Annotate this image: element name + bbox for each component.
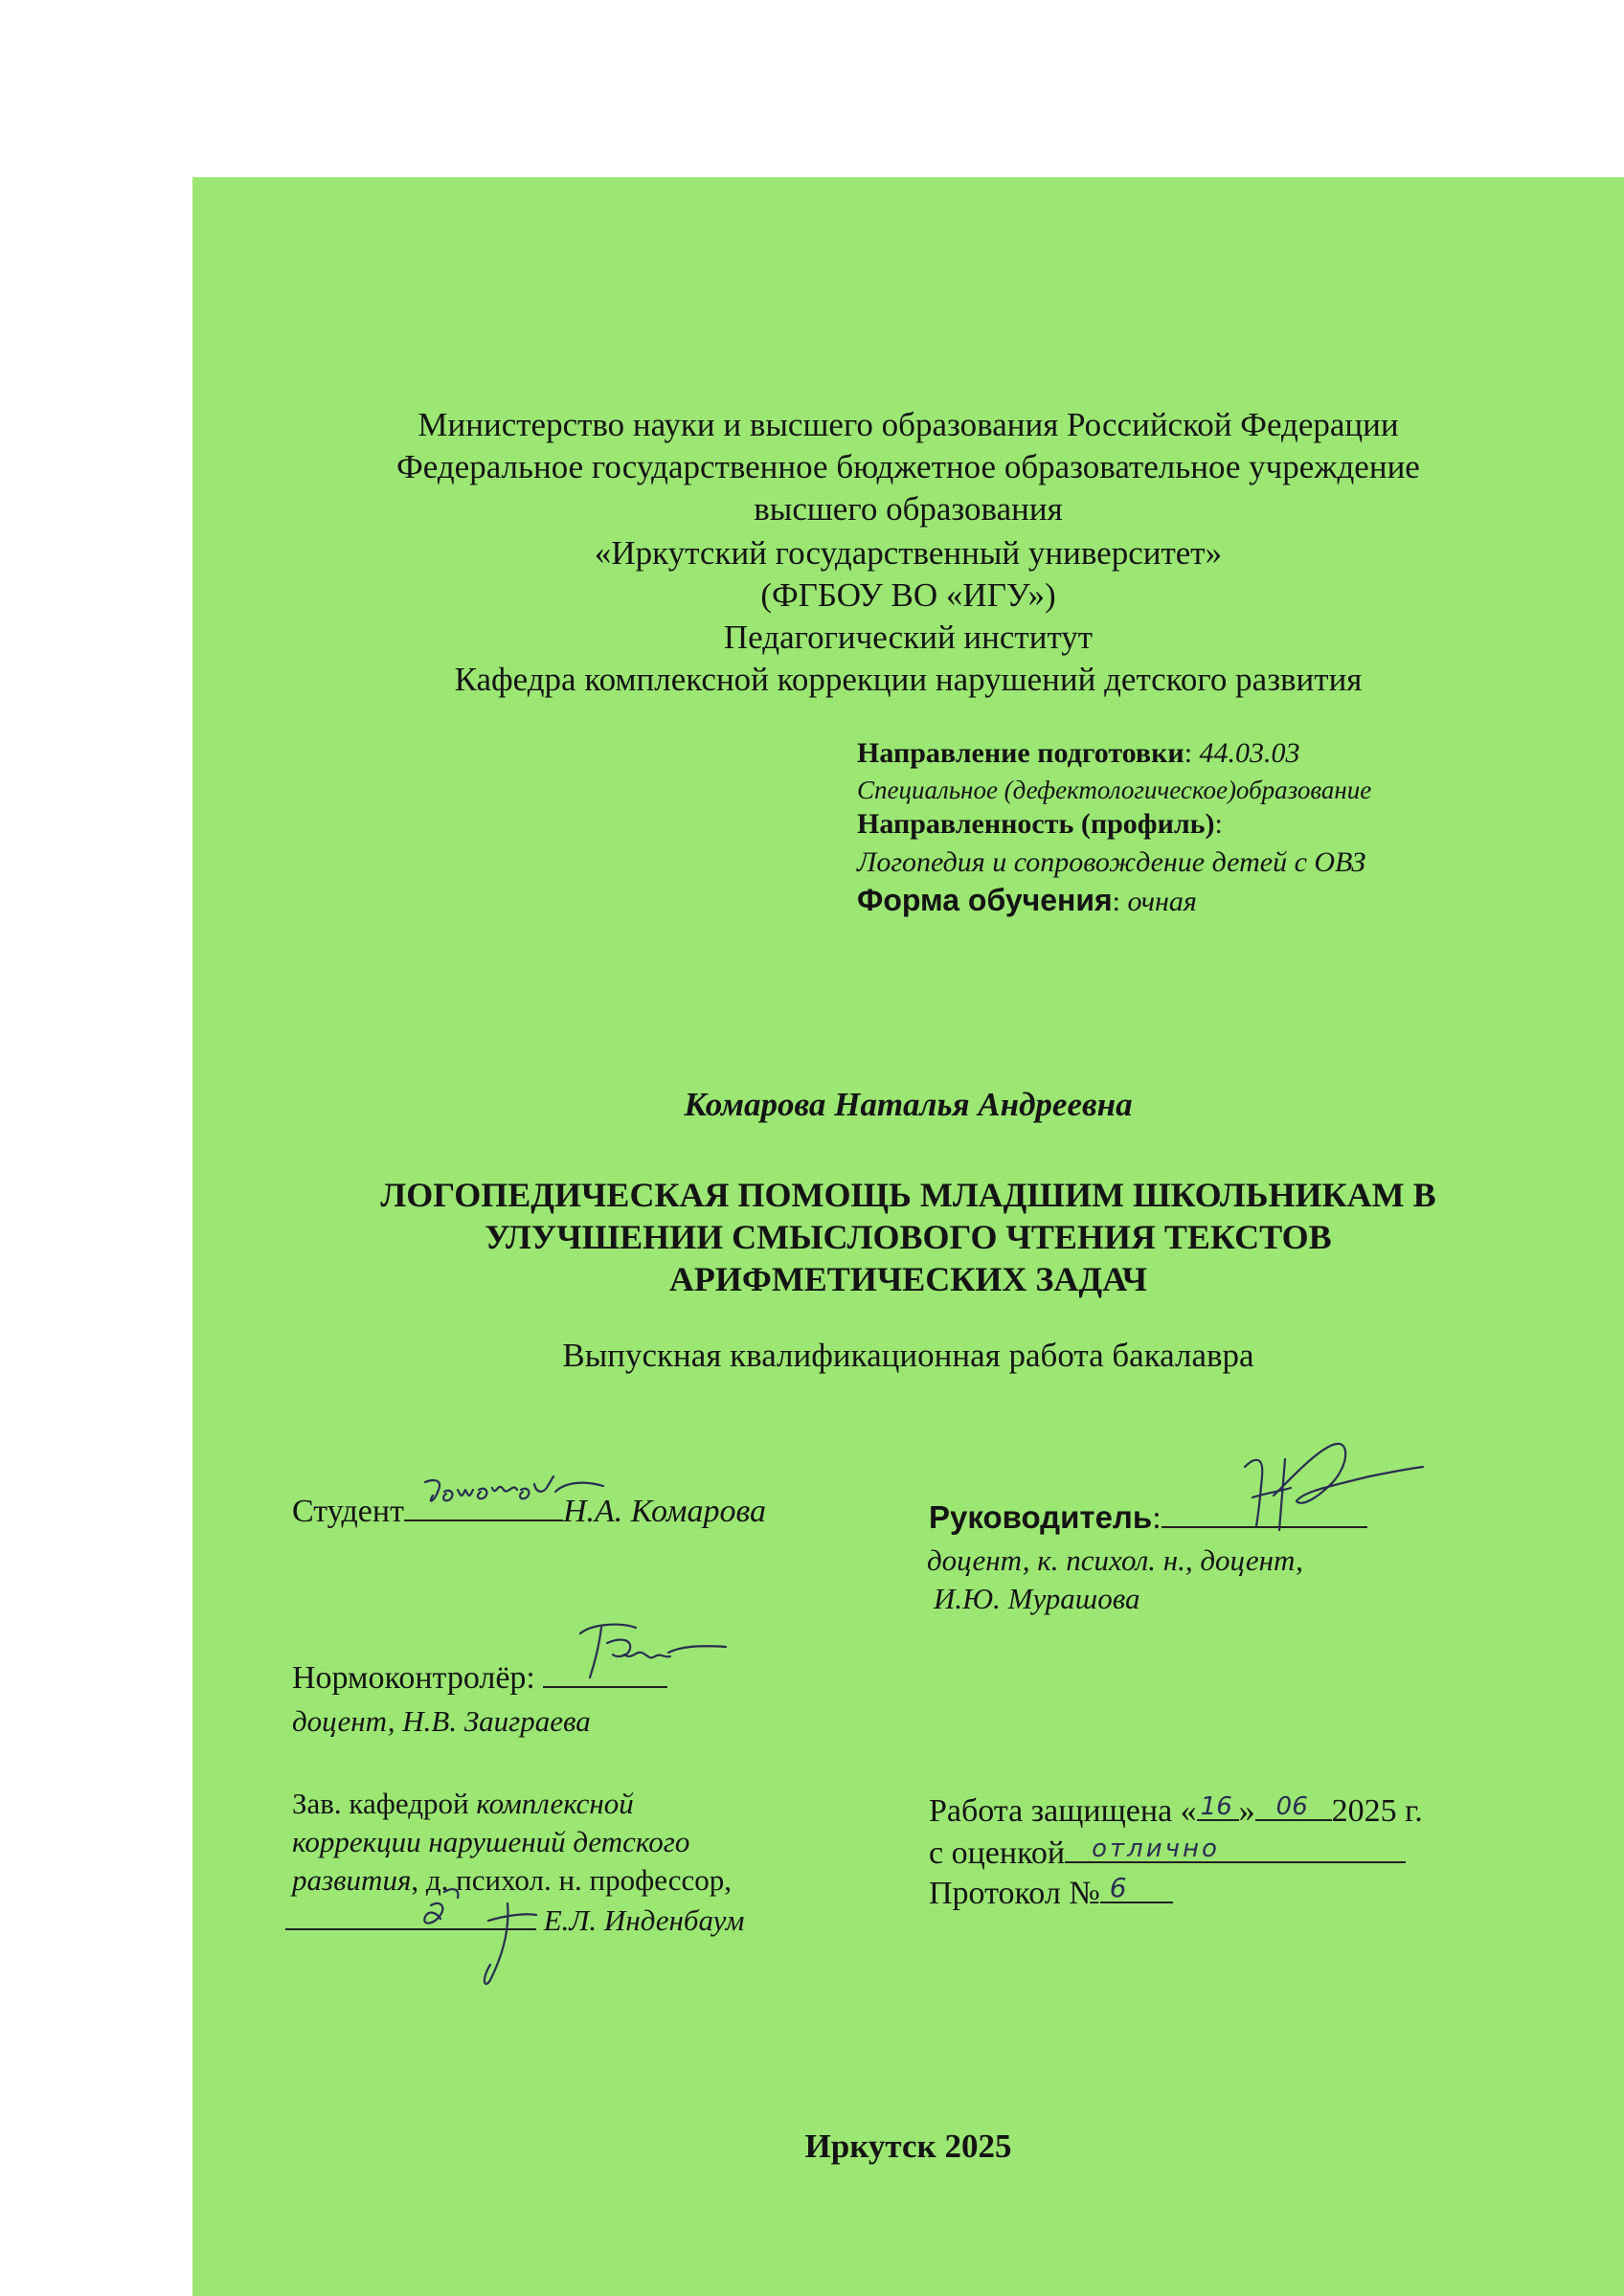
student-label: Студент	[292, 1494, 404, 1529]
head-dept-part1: комплексной	[476, 1787, 634, 1820]
head-name: Е.Л. Инденбаум	[543, 1903, 745, 1937]
student-signature	[421, 1473, 613, 1520]
protocol-field	[1100, 1873, 1173, 1903]
grade-line	[929, 1833, 1406, 1872]
defense-day-field	[1197, 1790, 1239, 1821]
defense-line	[929, 1790, 1423, 1830]
protocol-line	[929, 1873, 1173, 1912]
head-label: Зав. кафедрой	[292, 1787, 469, 1820]
normcontrol-position: доцент, Н.В. Заиграева	[292, 1704, 591, 1738]
direction-name: Специальное (дефектологическое)образование	[857, 776, 1372, 804]
title-line-1: ЛОГОПЕДИЧЕСКАЯ ПОМОЩЬ МЛАДШИМ ШКОЛЬНИКАМ В	[380, 1176, 1436, 1214]
supervisor-label: Руководитель	[929, 1499, 1153, 1535]
direction-line: Направление подготовки: 44.03.03	[857, 737, 1300, 769]
profile-line: Направленность (профиль):	[857, 808, 1223, 840]
defense-year: 2025 г.	[1331, 1793, 1423, 1829]
profile-value: Логопедия и сопровождение детей с ОВЗ	[857, 846, 1366, 878]
defense-mid: »	[1238, 1793, 1255, 1829]
department-name: Кафедра комплексной коррекции нарушений детского развития	[454, 661, 1363, 698]
grade-field	[1065, 1833, 1406, 1863]
student-name: Н.А. Комарова	[562, 1494, 766, 1529]
form-line: Форма обучения: очная	[857, 883, 1197, 917]
ministry-line: Министерство науки и высшего образования Российской Федерации	[417, 406, 1399, 443]
head-line-1	[292, 1787, 634, 1821]
university-abbr: (ФГБОУ ВО «ИГУ»)	[760, 576, 1056, 614]
supervisor-signature	[1235, 1438, 1427, 1543]
profile-label: Направленность (профиль)	[857, 808, 1215, 840]
head-dept-part2: коррекции нарушений детского	[292, 1825, 690, 1858]
defense-month: 06	[1275, 1792, 1308, 1821]
title-line-3: АРИФМЕТИЧЕСКИХ ЗАДАЧ	[668, 1260, 1148, 1298]
title-line-2: УЛУЧШЕНИИ СМЫСЛОВОГО ЧТЕНИЯ ТЕКСТОВ	[485, 1218, 1332, 1256]
grade-value: отлично	[1092, 1835, 1220, 1863]
supervisor-line: Руководитель:	[929, 1499, 1367, 1537]
education-level-line: высшего образования	[754, 490, 1063, 528]
author-name: Комарова Наталья Андреевна	[684, 1086, 1133, 1123]
protocol-value: 6	[1109, 1872, 1127, 1903]
defense-month-field	[1255, 1790, 1332, 1821]
head-dept-part3: развития	[292, 1863, 412, 1897]
institution-type-line: Федеральное государственное бюджетное образовательное учреждение	[396, 448, 1420, 485]
normcontrol-label: Нормоконтролёр:	[292, 1660, 535, 1696]
direction-label: Направление подготовки	[857, 737, 1184, 769]
head-degree: , д. психол. н. профессор,	[411, 1863, 733, 1897]
university-name: «Иркутский государственный университет»	[594, 534, 1223, 572]
grade-label: с оценкой	[929, 1835, 1066, 1871]
head-signature	[402, 1857, 565, 1992]
supervisor-position: доцент, к. психол. н., доцент,	[927, 1543, 1303, 1577]
form-label: Форма обучения	[857, 883, 1113, 917]
defense-prefix: Работа защищена «	[929, 1793, 1197, 1829]
direction-code: 44.03.03	[1199, 737, 1300, 769]
institute-name: Педагогический институт	[723, 619, 1094, 656]
work-type: Выпускная квалификационная работа бакалавра	[562, 1337, 1254, 1374]
form-value: очная	[1127, 886, 1197, 917]
defense-day: 16	[1200, 1792, 1232, 1821]
protocol-label: Протокол №	[929, 1876, 1100, 1911]
footer-city-year: Иркутск 2025	[804, 2127, 1012, 2165]
normcontrol-signature	[563, 1614, 735, 1691]
supervisor-name: И.Ю. Мурашова	[934, 1582, 1140, 1615]
